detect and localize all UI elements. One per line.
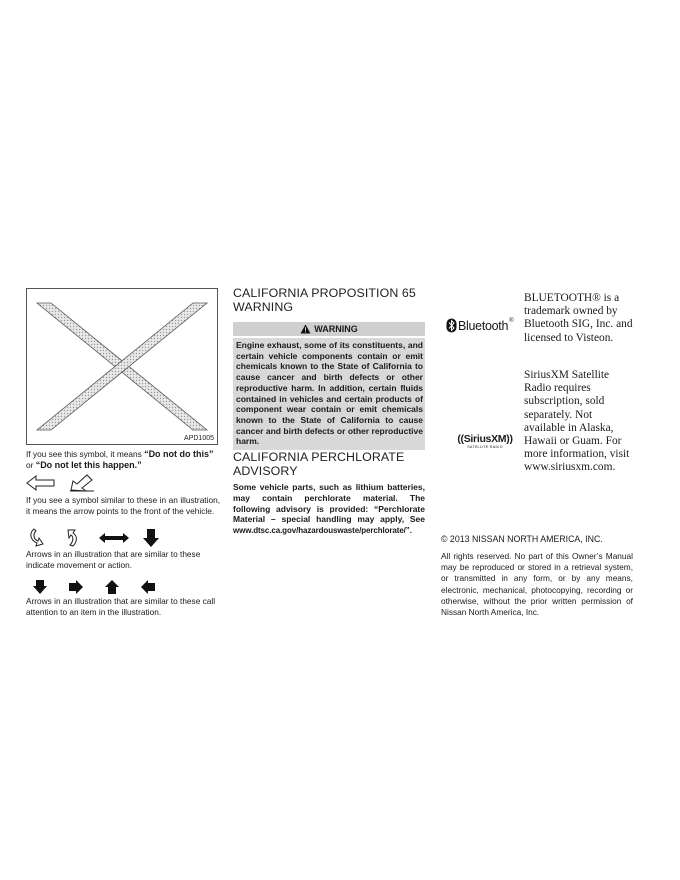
solid-left-arrow-icon xyxy=(140,579,156,595)
large-x-cross-icon xyxy=(27,289,217,444)
curved-arrow-icon xyxy=(26,527,48,549)
bluetooth-wordmark: Bluetooth xyxy=(458,318,509,333)
bluetooth-icon xyxy=(446,318,457,333)
solid-up-arrow-icon xyxy=(104,579,120,595)
figure-label: APD1005 xyxy=(184,435,214,442)
siriusxm-wordmark: ((SiriusXM)) xyxy=(457,433,513,445)
front-arrow-text: If you see a symbol similar to these in an illustration, it means the arrow points to the front of the vehicle. xyxy=(26,495,220,517)
warning-triangle-icon xyxy=(300,324,311,334)
bluetooth-text: BLUETOOTH® is a trademark owned by Bluetooth SIG, Inc. and licensed to Visteon. xyxy=(524,292,633,344)
warning-label: WARNING xyxy=(314,324,358,334)
attention-arrows-row xyxy=(32,579,156,595)
symbol-text-part: If you see this symbol, it means xyxy=(26,449,145,459)
do-not-let-happen-phrase: “Do not let this happen.” xyxy=(35,460,142,471)
movement-arrows-row xyxy=(26,527,160,549)
outline-diagonal-arrow-icon xyxy=(68,474,98,492)
bluetooth-registered-mark: ® xyxy=(509,318,514,324)
do-not-symbol-figure xyxy=(26,288,218,445)
siriusxm-text: SiriusXM Satellite Radio requires subscription, sold separately. Not available in Alaska, Hawaii or Guam. For more information, visit www.siriusxm.com. xyxy=(524,369,630,474)
attention-arrow-text: Arrows in an illustration that are similar to these call attention to an item in the illustration. xyxy=(26,596,216,618)
down-arrow-icon xyxy=(142,528,160,548)
outline-left-arrow-icon xyxy=(26,475,56,491)
curved-arrow-icon xyxy=(62,527,84,549)
do-not-do-this-phrase: “Do not do this” xyxy=(144,449,214,459)
solid-right-arrow-icon xyxy=(68,579,84,595)
siriusxm-logo xyxy=(452,433,518,450)
warning-header xyxy=(233,322,425,336)
movement-arrow-text: Arrows in an illustration that are similar to these indicate movement or action. xyxy=(26,549,201,571)
perchlorate-body: Some vehicle parts, such as lithium batteries, may contain perchlorate material. The following advisory is provided: “Perchlorate Material – special handling may apply, See xyxy=(233,482,425,525)
perchlorate-advisory xyxy=(233,482,425,537)
rights-notice: All rights reserved. No part of this Owner’s Manual may be reproduced or stored in a retrieval system, or transmitted in any form, or by any means, electronic, mechanical, photocopying, recording or otherwise, without the prior written permission of Nissan North America, Inc. xyxy=(441,551,633,618)
solid-down-arrow-icon xyxy=(32,579,48,595)
siriusxm-tagline: SATELLITE RADIO xyxy=(467,445,503,449)
copyright-line: © 2013 NISSAN NORTH AMERICA, INC. xyxy=(441,534,603,544)
perchlorate-url: www.dtsc.ca.gov/hazardouswaste/perchlorate/”. xyxy=(233,526,412,536)
perchlorate-heading: CALIFORNIA PERCHLORATE ADVISORY xyxy=(233,450,405,478)
symbol-text-part: or xyxy=(26,460,36,471)
bluetooth-logo xyxy=(446,318,514,333)
double-headed-arrow-icon xyxy=(98,531,130,545)
front-arrows-row xyxy=(26,474,98,492)
symbol-meaning-text xyxy=(26,449,222,471)
warning-body: Engine exhaust, some of its constituents, and certain vehicle components contain or emit chemicals known to the State of California to cause cancer and birth defects or other reproductive harm. In addition, certain fluids contained in vehicles and certain products of component wear contain or emit chemicals known to the State of California to cause cancer and birth defects or other reproductive harm. xyxy=(233,338,425,450)
prop65-heading: CALIFORNIA PROPOSITION 65 WARNING xyxy=(233,286,416,314)
